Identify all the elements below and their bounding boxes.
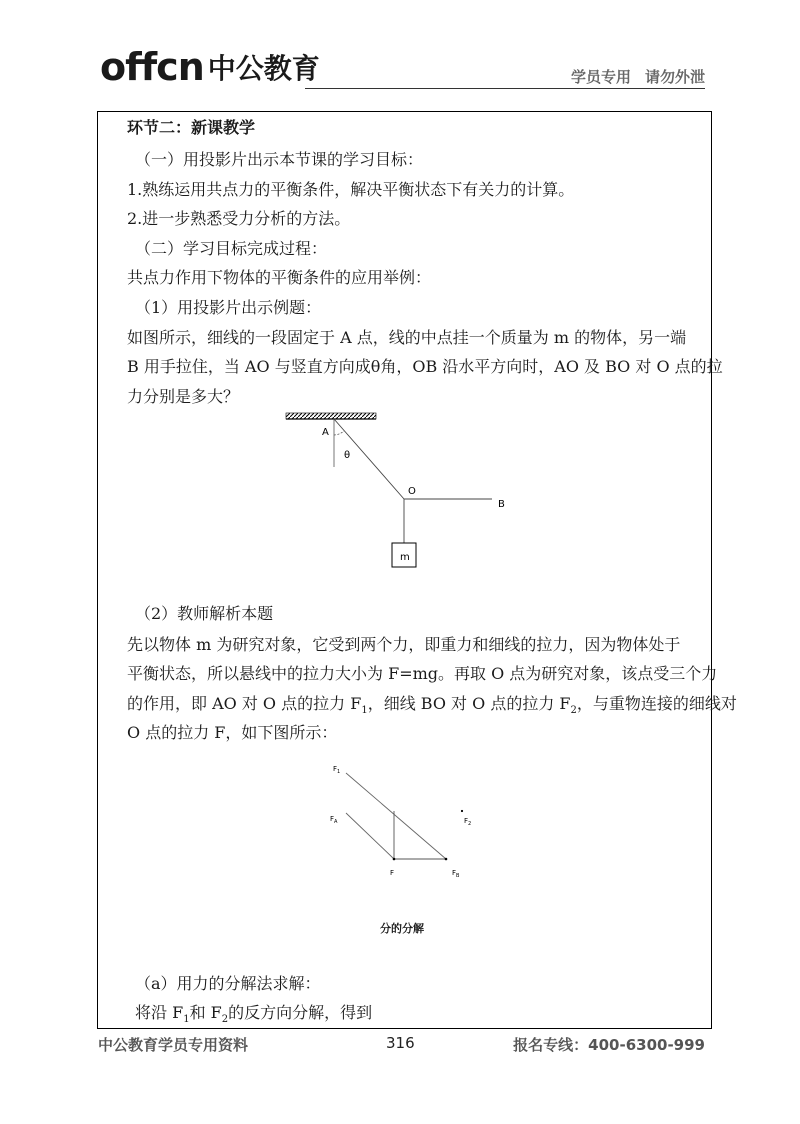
text-line: 力分别是多大？ bbox=[127, 387, 240, 406]
figure-force-decomposition bbox=[320, 755, 490, 885]
section-title: 环节二：新课教学 bbox=[127, 118, 256, 137]
point-f bbox=[393, 858, 396, 861]
force-line-fa bbox=[346, 813, 394, 859]
text-line: （2）教师解析本题 bbox=[135, 604, 274, 623]
force-line-f1 bbox=[346, 773, 446, 859]
footer-left: 中公教育学员专用资料 bbox=[98, 1036, 249, 1054]
point-f2 bbox=[461, 810, 463, 812]
text-line: 1.熟练运用共点力的平衡条件，解决平衡状态下有关力的计算。 bbox=[127, 180, 575, 199]
figure-hanging-mass bbox=[270, 405, 530, 575]
label-o: O bbox=[408, 486, 416, 497]
logo-cn: 中公教育 bbox=[207, 52, 320, 85]
page-number: 316 bbox=[386, 1034, 415, 1052]
text-line: 如图所示，细线的一段固定于 A 点，线的中点挂一个质量为 m 的物体，另一端 bbox=[127, 328, 687, 347]
label-fa: $F_A$ bbox=[330, 815, 338, 825]
label-b: B bbox=[498, 499, 505, 510]
label-m: m bbox=[400, 552, 410, 563]
text-line: 先以物体 m 为研究对象，它受到两个力，即重力和细线的拉力，因为物体处于 bbox=[127, 635, 681, 654]
point-fb bbox=[445, 858, 448, 861]
logo-word: offcn bbox=[100, 45, 204, 89]
label-f2: $F_2$ bbox=[464, 817, 472, 827]
text-line: （一）用投影片出示本节课的学习目标： bbox=[135, 150, 424, 169]
text-line: O 点的拉力 F，如下图所示： bbox=[127, 723, 338, 742]
label-f1: $F_1$ bbox=[333, 765, 341, 775]
text-line: B 用手拉住，当 AO 与竖直方向成θ角，OB 沿水平方向时，AO 及 BO 对 O 点的拉 bbox=[127, 357, 723, 376]
logo bbox=[100, 45, 320, 89]
text-line: 的作用，即 AO 对 O 点的拉力 $F_1$，细线 BO 对 O 点的拉力 $F_2$，与重物连接的细线对 bbox=[127, 694, 737, 717]
header-tag-students-only: 学员专用 bbox=[570, 68, 631, 86]
ceiling-hatch bbox=[286, 413, 376, 419]
text-line: （二）学习目标完成过程： bbox=[135, 239, 328, 258]
figure-caption: 分的分解 bbox=[380, 922, 424, 935]
text-line: 2.进一步熟悉受力分析的方法。 bbox=[127, 209, 351, 228]
label-theta: θ bbox=[344, 450, 351, 461]
angle-arc bbox=[334, 431, 344, 435]
footer-hotline: 报名专线：400-6300-999 bbox=[513, 1036, 705, 1054]
label-f: F bbox=[390, 869, 395, 877]
text-line: 平衡状态，所以悬线中的拉力大小为 F=mg。再取 O 点为研究对象，该点受三个力 bbox=[127, 664, 718, 683]
header-tag-no-share: 请勿外泄 bbox=[644, 68, 705, 86]
header-tags bbox=[571, 66, 705, 87]
text-line: 将沿 $F_1$和 $F_2$的反方向分解，得到 bbox=[135, 1003, 373, 1026]
text-line: （1）用投影片出示例题： bbox=[135, 298, 322, 317]
header-rule bbox=[305, 88, 705, 89]
label-fb: $F_B$ bbox=[452, 869, 460, 879]
label-a: A bbox=[322, 427, 329, 438]
text-line: （a）用力的分解法求解： bbox=[135, 974, 321, 993]
text-line: 共点力作用下物体的平衡条件的应用举例： bbox=[127, 268, 432, 287]
